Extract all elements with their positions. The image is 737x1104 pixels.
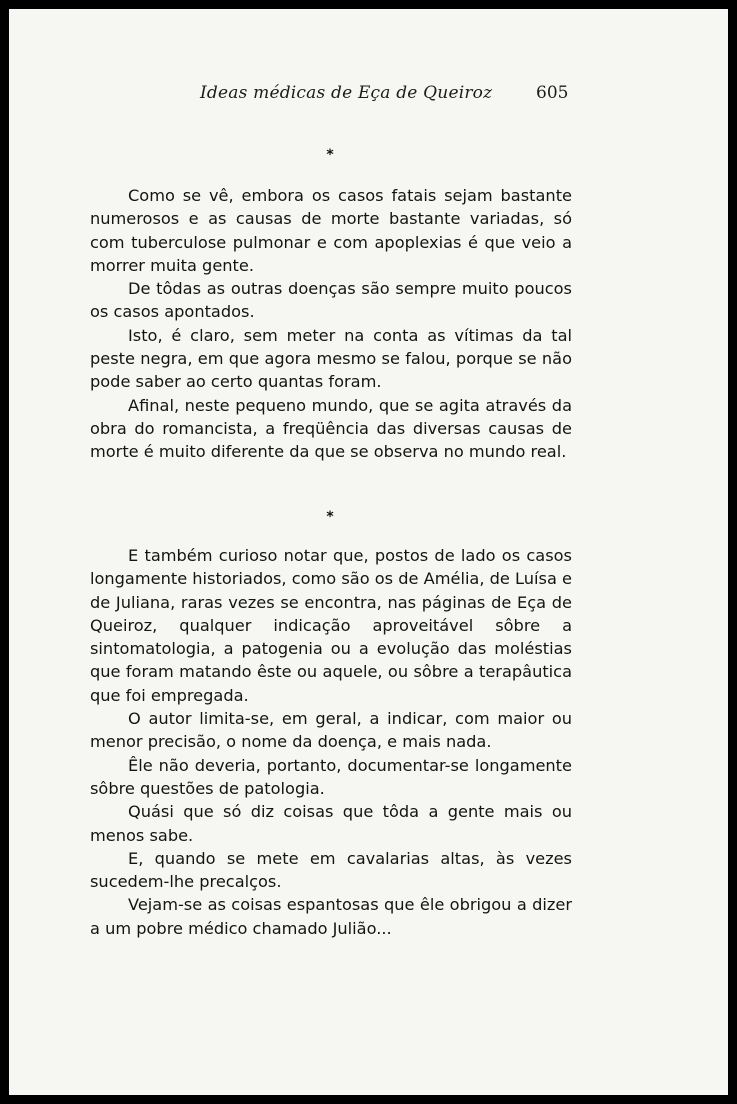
paragraph: E, quando se mete em cavalarias altas, às vezes sucedem-lhe precalços. — [90, 848, 572, 892]
paragraph: Êle não deveria, portanto, documentar-se longamente sôbre questões de patologia. — [90, 755, 572, 798]
paragraph: Isto, é claro, sem meter na conta as vítimas da tal peste negra, em que agora mesmo se falou, porque se não pode saber ao certo quantas foram. — [90, 325, 572, 392]
paragraph: De tôdas as outras doenças são sempre muito poucos os casos apontados. — [90, 279, 572, 322]
section-2 — [90, 544, 572, 940]
section-separator: * — [326, 147, 334, 163]
paragraph: Como se vê, embora os casos fatais sejam bastante numerosos e as causas de morte bastante variadas, só com tuberculose pulmonar e com apoplexias é que veio a morrer muita gente. — [90, 186, 572, 275]
page-number: 605 — [536, 83, 569, 103]
book-page — [9, 9, 728, 1095]
section-1 — [90, 184, 572, 464]
paragraph: O autor limita-se, em geral, a indicar, com maior ou menor precisão, o nome da doença, e mais nada. — [90, 709, 572, 752]
paragraph: E também curioso notar que, postos de lado os casos longamente historiados, como são os de Amélia, de Luísa e de Juliana, raras vezes se encontra, nas páginas de Eça de Queiroz, qualquer indicação aproveitável sôbre a sintomatologia, a patogenia ou a evolução das moléstias que foram matando êste ou aquele, ou sôbre a terapâutica que foi empregada. — [90, 546, 572, 705]
running-header — [9, 83, 728, 109]
paragraph: Vejam-se as coisas espantosas que êle obrigou a dizer a um pobre médico chamado Julião... — [90, 895, 572, 938]
paragraph: Afinal, neste pequeno mundo, que se agita através da obra do romancista, a freqüência das diversas causas de morte é muito diferente da que se observa no mundo real. — [90, 395, 572, 462]
paragraph: Quási que só diz coisas que tôda a gente mais ou menos sabe. — [90, 802, 572, 845]
running-title: Ideas médicas de Eça de Queiroz — [200, 83, 493, 103]
section-separator: * — [326, 509, 334, 525]
